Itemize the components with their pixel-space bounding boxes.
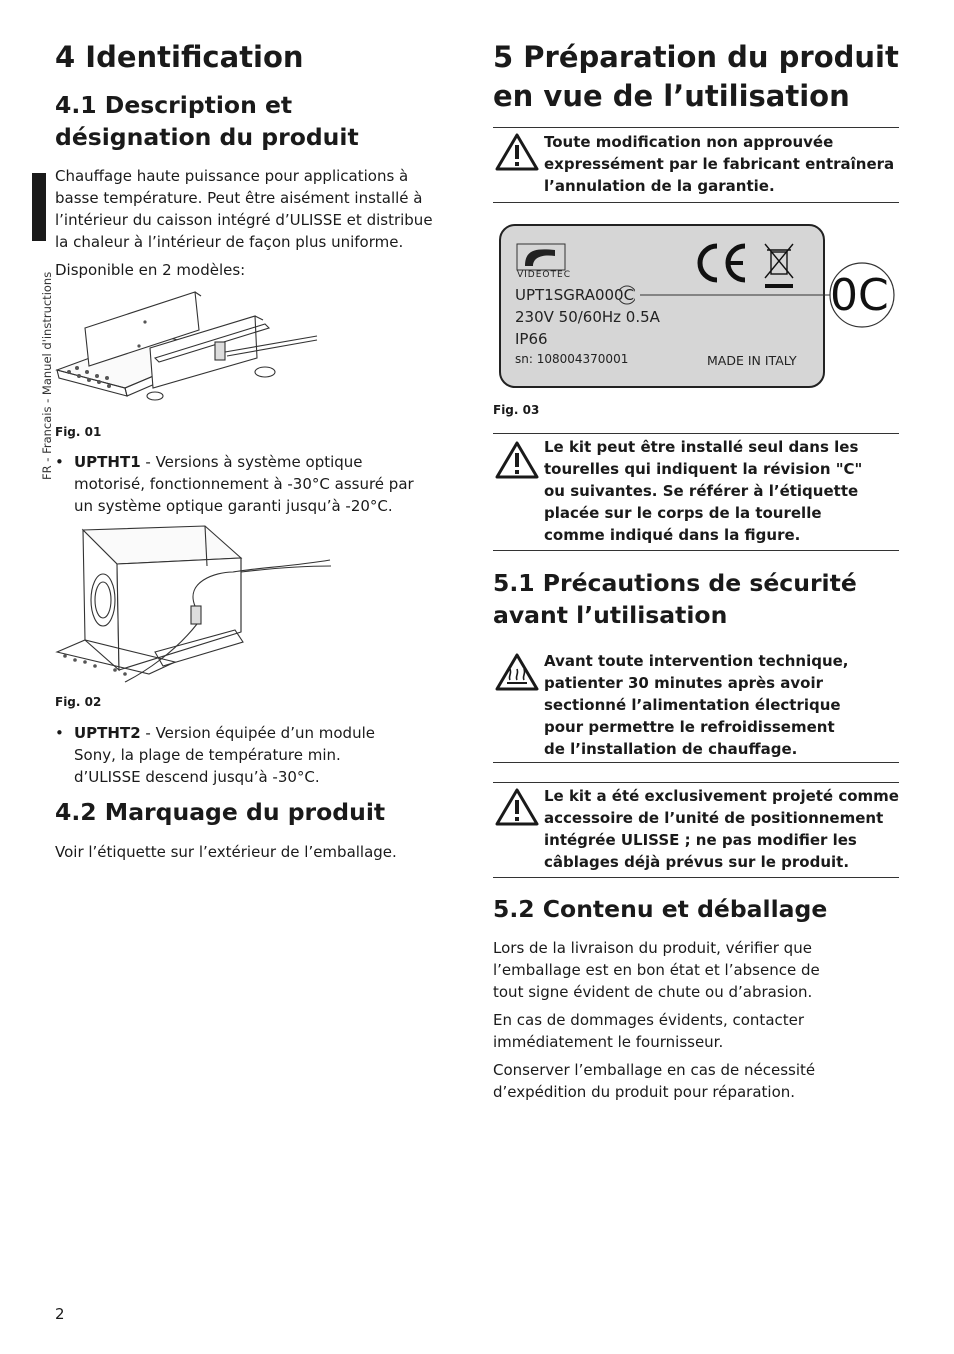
figure-03-caption: Fig. 03 <box>493 403 540 417</box>
warning-text <box>544 436 862 546</box>
text-line: Chauffage haute puissance pour applications à <box>55 167 409 185</box>
section-5-1-title-line1: 5.1 Précautions de sécurité <box>493 569 857 597</box>
text-line: sectionné l’alimentation électrique <box>544 696 841 714</box>
text-line: l’annulation de la garantie. <box>544 177 775 195</box>
page-number: 2 <box>55 1305 65 1323</box>
text-line: comme indiqué dans la figure. <box>544 526 801 544</box>
section-4-1-title-line1: 4.1 Description et <box>55 91 293 119</box>
text-line: pour permettre le refroidissement <box>544 718 835 736</box>
label-product-code: UPT1SGRA000C <box>515 286 635 304</box>
bullet-dot: • <box>55 453 64 471</box>
section-4-1-title-line2: désignation du produit <box>55 123 359 151</box>
bullet-dot: • <box>55 724 64 742</box>
warning-box-hot-surface <box>493 648 899 763</box>
text-line: patienter 30 minutes après avoir <box>544 674 824 692</box>
warning-box-modification <box>493 127 899 203</box>
text-line: un système optique garanti jusqu’à -20°C. <box>74 497 393 515</box>
label-ip-rating: IP66 <box>515 330 548 348</box>
marking-text: Voir l’étiquette sur l’extérieur de l’emballage. <box>55 843 397 861</box>
warning-triangle-icon <box>495 787 539 827</box>
warning-text <box>544 785 899 873</box>
bullet-uptht2 <box>55 722 435 792</box>
text-line: Lors de la livraison du produit, vérifier que <box>493 939 812 957</box>
text-line: - Version équipée d’un module <box>140 724 375 742</box>
label-serial-number: sn: 108004370001 <box>515 352 629 366</box>
text-line: l’intérieur du caisson intégré d’ULISSE et distribue <box>55 211 433 229</box>
model-code: UPTHT2 <box>74 724 141 742</box>
warning-text <box>544 131 894 197</box>
side-language-label: FR - Francais - Manuel d'instructions <box>40 271 54 480</box>
heater-kit-figure-01 <box>55 288 320 413</box>
side-tab-marker <box>32 173 46 241</box>
text-line: expressément par le fabricant entraînera <box>544 155 895 173</box>
warning-box-revision <box>493 433 899 551</box>
hot-surface-warning-icon <box>495 652 539 692</box>
text-line: tourelles qui indiquent la révision "C" <box>544 460 863 478</box>
text-line: immédiatement le fournisseur. <box>493 1033 724 1051</box>
damage-paragraph <box>493 1009 804 1053</box>
delivery-paragraph <box>493 937 820 1003</box>
text-line: Le kit peut être installé seul dans les <box>544 438 859 456</box>
warning-box-accessory <box>493 782 899 878</box>
text-line: - Versions à système optique <box>140 453 363 471</box>
label-power-rating: 230V 50/60Hz 0.5A <box>515 308 660 326</box>
label-made-in: MADE IN ITALY <box>707 353 797 368</box>
text-line: intégrée ULISSE ; ne pas modifier les <box>544 831 857 849</box>
section-5-title-line2: en vue de l’utilisation <box>493 79 850 113</box>
revision-zoom-text: 0C <box>830 270 889 321</box>
section-5-2-title: 5.2 Contenu et déballage <box>493 895 828 923</box>
warning-triangle-icon <box>495 440 539 480</box>
figure-01-caption: Fig. 01 <box>55 425 102 439</box>
section-5-1-title-line2: avant l’utilisation <box>493 601 728 629</box>
text-line: tout signe évident de chute ou d’abrasion. <box>493 983 813 1001</box>
section-5-title-line1: 5 Préparation du produit <box>493 40 899 74</box>
models-available-text: Disponible en 2 modèles: <box>55 261 246 279</box>
label-brand: VIDEOTEC <box>517 270 571 280</box>
text-line: basse température. Peut être aisément installé à <box>55 189 423 207</box>
text-line: Toute modification non approuvée <box>544 133 834 151</box>
text-line: ou suivantes. Se référer à l’étiquette <box>544 482 859 500</box>
section-4-title: 4 Identification <box>55 40 304 74</box>
text-line: câblages déjà prévus sur le produit. <box>544 853 850 871</box>
section-4-2-title: 4.2 Marquage du produit <box>55 798 386 826</box>
warning-text <box>544 650 849 760</box>
text-line: Conserver l’emballage en cas de nécessité <box>493 1061 816 1079</box>
bullet-upth1 <box>55 451 435 521</box>
model-code: UPTHT1 <box>74 453 141 471</box>
text-line: En cas de dommages évidents, contacter <box>493 1011 805 1029</box>
text-line: d’ULISSE descend jusqu’à -30°C. <box>74 768 320 786</box>
packaging-paragraph <box>493 1059 815 1103</box>
warning-triangle-icon <box>495 132 539 172</box>
figure-02-caption: Fig. 02 <box>55 695 102 709</box>
text-line: de l’installation de chauffage. <box>544 740 798 758</box>
text-line: accessoire de l’unité de positionnement <box>544 809 884 827</box>
heater-module-figure-02 <box>55 522 335 690</box>
text-line: d’expédition du produit pour réparation. <box>493 1083 796 1101</box>
text-line: placée sur le corps de la tourelle <box>544 504 822 522</box>
text-line: Avant toute intervention technique, <box>544 652 849 670</box>
revision-highlight-circle <box>619 284 635 306</box>
text-line: l’emballage est en bon état et l’absence de <box>493 961 820 979</box>
bullet-text <box>74 451 414 517</box>
description-paragraph <box>55 165 433 253</box>
bullet-text <box>74 722 375 788</box>
text-line: la chaleur à l’intérieur de façon plus uniforme. <box>55 233 404 251</box>
text-line: Sony, la plage de température min. <box>74 746 341 764</box>
text-line: motorisé, fonctionnement à -30°C assuré par <box>74 475 414 493</box>
text-line: Le kit a été exclusivement projeté comme <box>544 787 899 805</box>
